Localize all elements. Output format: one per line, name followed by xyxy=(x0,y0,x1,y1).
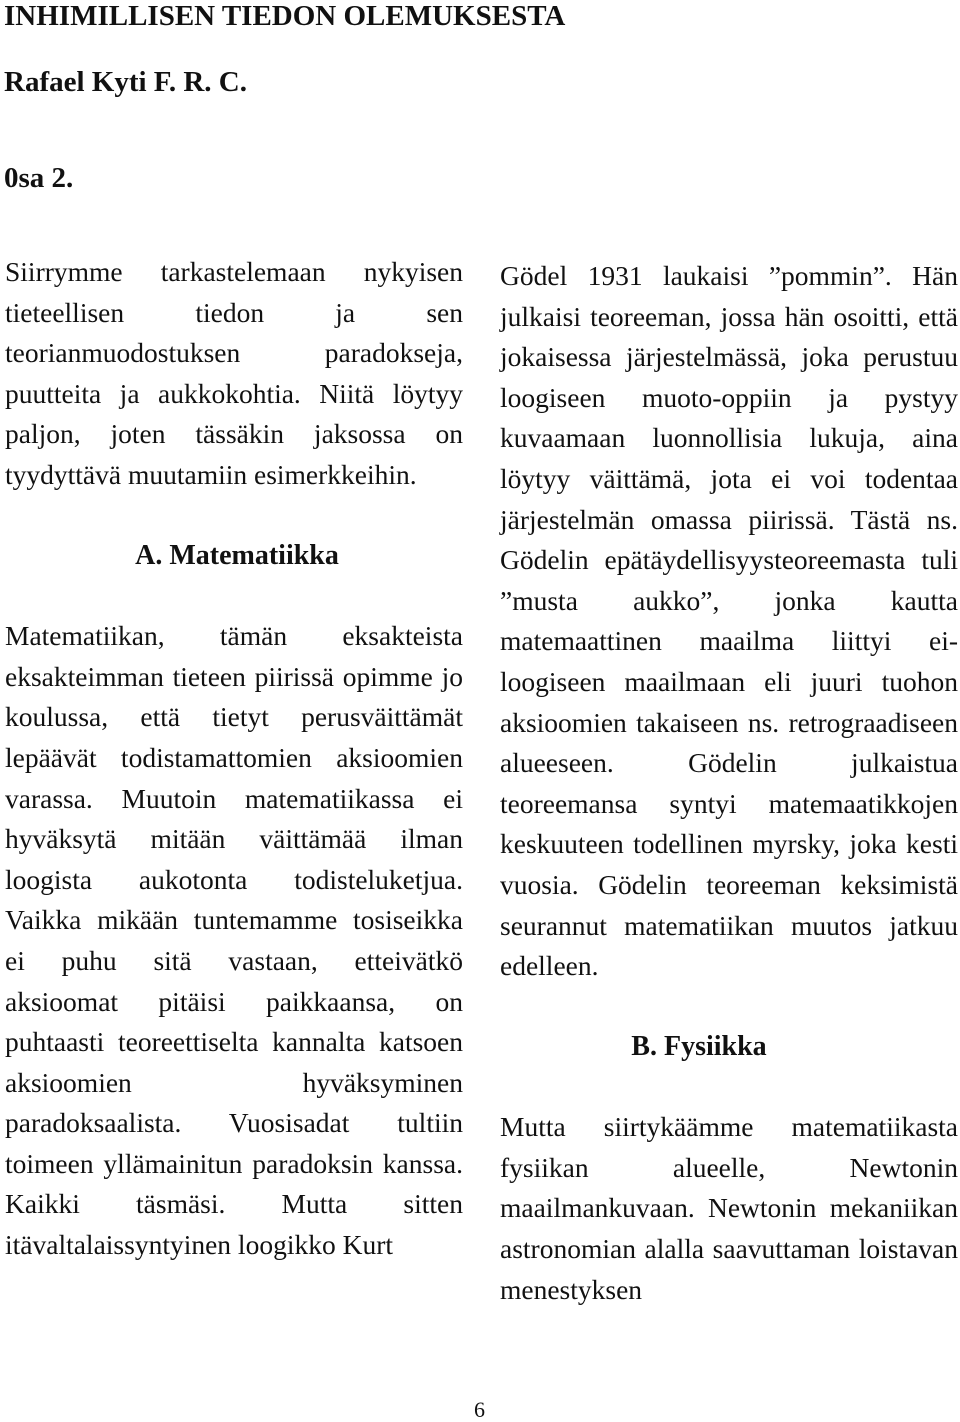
godel-paragraph: Gödel 1931 laukaisi ”pommin”. Hän julkaisi teoreeman, jossa hän osoitti, että jokaisessa järjestelmässä, joka perustuu loogiseen muoto-oppiin ja pystyy kuvaamaan luonnollisia lukuja, aina löytyy väittämä, jota ei voi todentaa järjestelmän omassa piirissä. Tästä ns. Gödelin epätäydellisyysteoreemasta tuli ”musta aukko”, jonka kautta matemaattinen maailma liittyi ei-loogiseen maailmaan eli juuri tuohon aksioomien takaiseen ns. retrograadiseen alueeseen. Gödelin julkaistua teoreemansa syntyi matemaatikkojen keskuuteen todellinen myrsky, joka kesti vuosia. Gödelin teoreeman keksimistä seurannut matematiikan muutos jatkuu edelleen. xyxy=(500,260,958,982)
intro-paragraph: Siirrymme tarkastelemaan nykyisen tieteellisen tiedon ja sen teorianmuodostuksen paradokseja, puutteita ja aukkokohtia. Niitä löytyy paljon, joten tässäkin jaksossa on tyydyttävä muutamiin esimerkkeihin. xyxy=(5,256,463,490)
left-column xyxy=(5,252,463,1266)
page-number: 6 xyxy=(474,1397,485,1422)
section-b-paragraph: Mutta siirtykäämme matematiikasta fysiikan alueelle, Newtonin maailmankuvaan. Newtonin mekaniikan astronomian alalla saavuttaman loistavan menestyksen xyxy=(500,1111,958,1305)
document-author: Rafael Kyti F. R. C. xyxy=(4,66,247,98)
section-b-heading: B. Fysiikka xyxy=(631,1030,767,1062)
document-title: INHIMILLISEN TIEDON OLEMUKSESTA xyxy=(4,0,566,32)
document-part-label: 0sa 2. xyxy=(4,162,74,194)
section-a-heading: A. Matematiikka xyxy=(135,539,339,571)
right-column xyxy=(500,256,958,1310)
section-a-paragraph: Matematiikan, tämän eksakteista eksakteimman tieteen piirissä opimme jo koulussa, että tietyt perusväittämät lepäävät todistamattomien aksioomien varassa. Muutoin matematiikassa ei hyväksytä mitään väittämää ilman loogista aukotonta todisteluketjua. Vaikka mikään tuntemamme tosiseikka ei puhu sitä vastaan, etteivätkö aksioomat pitäisi paikkaansa, on puhtaasti teoreettiselta kannalta katsoen aksioomien hyväksyminen paradoksaalista. Vuosisadat tultiin toimeen yllämainitun paradoksin kanssa. Kaikki täsmäsi. Mutta sitten itävaltalaissyntyinen loogikko Kurt xyxy=(5,620,463,1261)
